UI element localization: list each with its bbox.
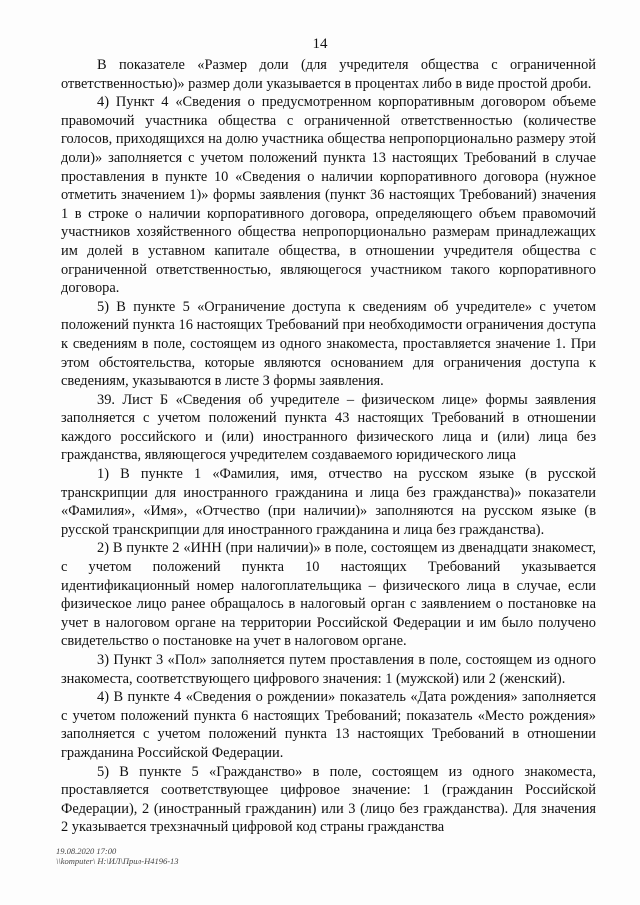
paragraph-item-5-access-restriction: 5) В пункте 5 «Ограничение доступа к сведениям об учредителе» с учетом положений пункта 16 настоящих Требований при необходимости ограничения доступа к сведениям в поле, состоящем из одного знакоместа, проставляется значение 1. При этом обстоятельства, которые являются основанием для ограничения доступа к сведениям, указываются в листе З формы заявления. [61,298,596,390]
document-footer [56,846,179,866]
paragraph-b-item-1-name: 1) В пункте 1 «Фамилия, имя, отчество на русском языке (в русской транскрипции для иностранного гражданина и лица без гражданства)» показатели «Фамилия», «Имя», «Отчество (при наличии)» заполняются на русском языке (в русской транскрипции для иностранного гражданина и лица без гражданства). [61,466,596,538]
paragraph-b-item-5-citizenship: 5) В пункте 5 «Гражданство» в поле, состоящем из одного знакоместа, проставляется соответствующее цифровое значение: 1 (гражданин Российской Федерации), 2 (иностранный гражданин) или 3 (лицо без гражданства). Для значения 2 указывается трехзначный цифровой код страны гражданства [61,763,596,836]
paragraph-b-item-4-birth: 4) В пункте 4 «Сведения о рождении» показатель «Дата рождения» заполняется с учетом положений пункта 6 настоящих Требований; показатель «Место рождения» заполняется с учетом положений пункта 13 настоящих Требований в отношении гражданина Российской Федерации. [61,689,596,761]
paragraph-item-4-corporate-agreement: 4) Пункт 4 «Сведения о предусмотренном корпоративным договором объеме правомочий участника общества с ограниченной ответственностью (количестве голосов, приходящихся на долю участника общества непропорционально размеру этой доли)» заполняется с учетом положений пункта 13 настоящих Требований в случае проставления в пункте 10 «Сведения о наличии корпоративного договора (нужное отметить значением 1)» формы заявления (пункт 36 настоящих Требований) значения 1 в строке о наличии корпоративного договора, определяющего объем правомочий участников хозяйственного общества непропорционально размерам принадлежащих им долей в уставном капитале общества, в отношении учредителя общества с ограниченной ответственностью, являющегося участником такого корпоративного договора. [61,94,596,297]
footer-file-path: \\komputer\ Н:\ИЛ\Прил-Н4196-13 [56,856,179,866]
document-body [61,56,596,837]
paragraph-b-item-2-inn: 2) В пункте 2 «ИНН (при наличии)» в поле, состоящем из двенадцати знакомест, с учетом положений пункта 10 настоящих Требований указывается идентификационный номер налогоплательщика – физического лица в случае, если физическое лицо ранее обращалось в налоговый орган с заявлением о постановке на учет в налоговом органе на территории Российской Федерации и им было получено свидетельство о постановке на учет в налоговом органе. [61,540,596,650]
footer-timestamp: 19.08.2020 17:00 [56,846,117,856]
paragraph-b-item-3-gender: 3) Пункт 3 «Пол» заполняется путем проставления в поле, состоящем из одного знакоместа, соответствующего цифрового значения: 1 (мужской) или 2 (женский). [61,652,596,687]
paragraph-39-sheet-b: 39. Лист Б «Сведения об учредителе – физическом лице» формы заявления заполняется с учетом положений пункта 43 настоящих Требований в отношении каждого российского и (или) иностранного физического лица и (или) лица без гражданства, являющегося учредителем создаваемого юридического лица [61,391,596,464]
paragraph-share-size: В показателе «Размер доли (для учредителя общества с ограниченной ответственностью)» размер доли указывается в процентах либо в виде простой дроби. [61,57,596,92]
page-number: 14 [312,36,328,52]
